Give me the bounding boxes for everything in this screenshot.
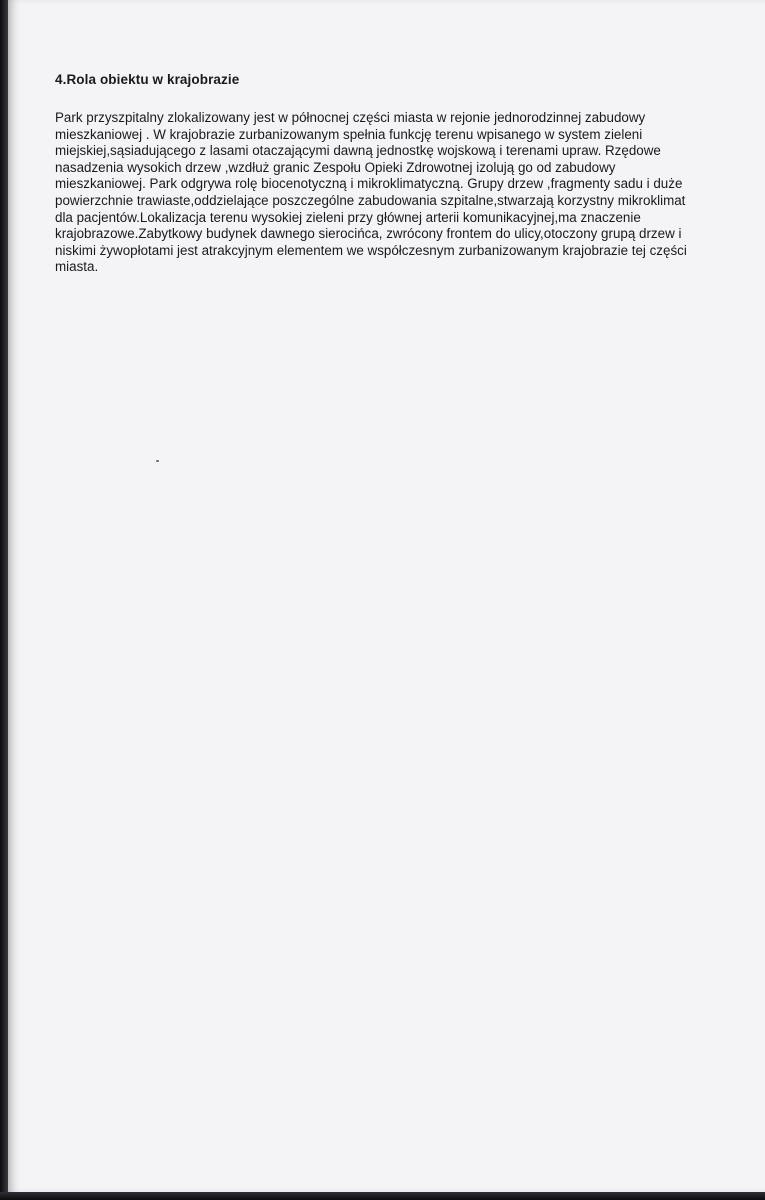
section-paragraph: Park przyszpitalny zlokalizowany jest w północnej części miasta w rejonie jednorodzinnej zabudowy mieszkaniowej . W krajobrazie zurbanizowanym spełnia funkcję terenu wpisanego w system zieleni miejskiej,sąsiadującego z lasami otaczającymi dawną jednostkę wojskową i terenami upraw. Rzędowe nasadzenia wysokich drzew ,wzdłuż granic Zespołu Opieki Zdrowotnej izolują go od zabudowy mieszkaniowej. Park odgrywa rolę biocenotyczną i mikroklimatyczną. Grupy drzew ,fragmenty sadu i duże powierzchnie trawiaste,oddzielające poszczególne zabudowania szpitalne,stwarzają korzystny mikroklimat dla pacjentów.Lokalizacja terenu wysokiej zieleni przy głównej arterii komunikacyjnej,ma znaczenie krajobrazowe.Zabytkowy budynek dawnego sierocińca, zwrócony frontem do ulicy,otoczony grupą drzew i niskimi żywopłotami jest atrakcyjnym elementem we współczesnym zurbanizowanym krajobrazie tej części miasta. — [55, 110, 687, 275]
scan-shadow-left — [0, 0, 8, 1200]
section-heading: 4.Rola obiektu w krajobrazie — [55, 72, 240, 87]
scan-speck — [156, 460, 159, 462]
section-content — [55, 72, 695, 276]
scan-shadow-bottom — [0, 1192, 765, 1200]
